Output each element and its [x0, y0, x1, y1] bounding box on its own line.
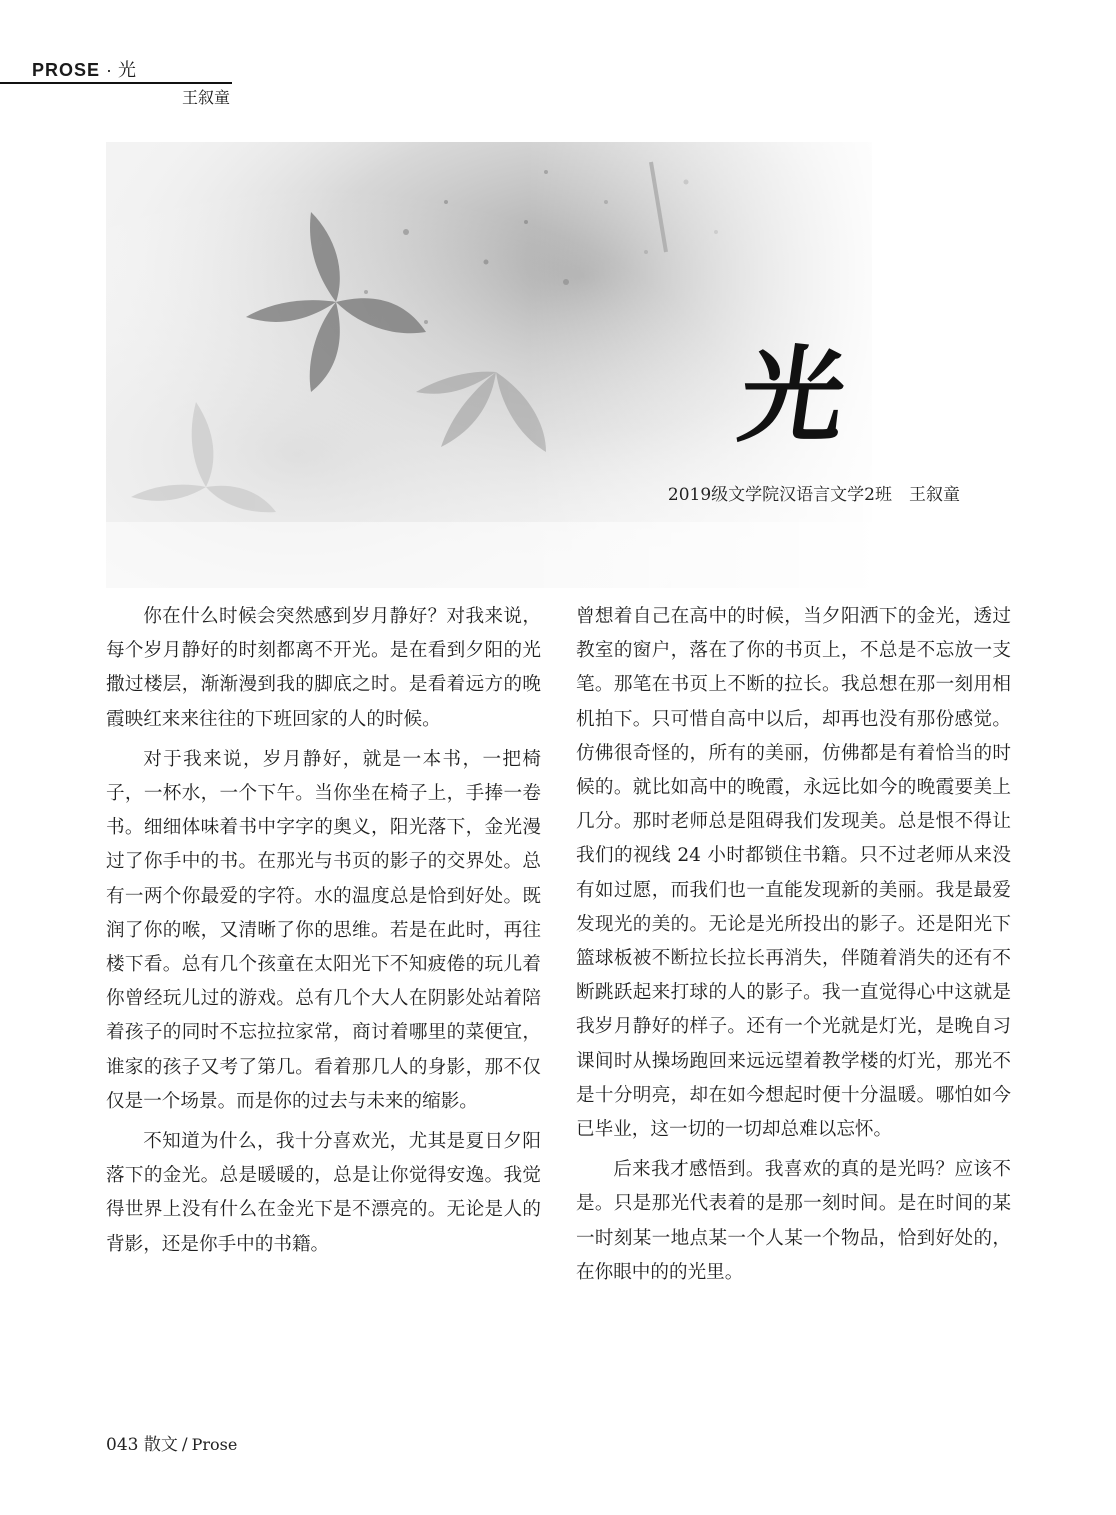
header-author: 王叙童	[181, 88, 230, 107]
magazine-name-cn: 散文	[143, 1435, 178, 1455]
header-dot: ·	[106, 60, 113, 80]
paragraph: 对于我来说，岁月静好，就是一本书，一把椅子，一杯水，一个下午。当你坐在椅子上，手捧一卷书。细细体味着书中字字的奥义，阳光落下，金光漫过了你手中的书。在那光与书页的影子的交界处。总有一两个你最爱的字符。水的温度总是恰到好处。既润了你的喉，又清晰了你的思维。若是在此时，再往楼下看。总有几个孩童在太阳光下不知疲倦的玩儿着你曾经玩儿过的游戏。总有几个大人在阴影处站着陪着孩子的同时不忘拉拉家常，商讨着哪里的菜便宜，谁家的孩子又考了第几。看着那几人的身影，那不仅仅是一个场景。而是你的过去与未来的缩影。	[106, 748, 541, 1112]
text-column-left	[106, 600, 541, 1268]
paragraph: 不知道为什么，我十分喜欢光，尤其是夏日夕阳落下的金光。总是暖暖的，总是让你觉得安逸。我觉得世界上没有什么在金光下是不漂亮的。无论是人的背影，还是你手中的书籍。	[106, 1131, 541, 1255]
section-label: PROSE	[32, 60, 101, 80]
magazine-name-en: Prose	[191, 1435, 238, 1454]
page-footer	[106, 1432, 237, 1458]
paragraph: 你在什么时候会突然感到岁月静好？对我来说，每个岁月静好的时刻都离不开光。是在看到夕阳的光撒过楼层，渐渐漫到我的脚底之时。是看着远方的晚霞映红来来往往的下班回家的人的时候。	[106, 606, 541, 730]
article-byline: 2019级文学院汉语言文学2班 王叙童	[667, 485, 960, 505]
page-number: 043	[106, 1435, 139, 1455]
text-column-right	[576, 600, 1011, 1296]
header-article-title: 光	[118, 60, 137, 80]
running-header	[0, 58, 232, 110]
header-title-line	[0, 58, 232, 82]
header-rule	[0, 82, 232, 84]
paragraph: 后来我才感悟到。我喜欢的真的是光吗？应该不是。只是那光代表着的是那一刻时间。是在时间的某一时刻某一地点某一个人某一个物品，恰到好处的，在你眼中的的光里。	[576, 1159, 1011, 1283]
article-title: 光	[732, 334, 854, 457]
footer-slash: /	[181, 1435, 188, 1455]
paragraph-continued: 曾想着自己在高中的时候，当夕阳洒下的金光，透过教室的窗户，落在了你的书页上，不总是不忘放一支笔。那笔在书页上不断的拉长。我总想在那一刻用相机拍下。只可惜自高中以后，却再也没有那份感觉。仿佛很奇怪的，所有的美丽，仿佛都是有着恰当的时候的。就比如高中的晚霞，永远比如今的晚霞要美上几分。那时老师总是阻碍我们发现美。总是恨不得让我们的视线 24 小时都锁住书籍。只不过老师从来没有如过愿，而我们也一直能发现新的美丽。我是最爱发现光的美的。无论是光所投出的影子。还是阳光下篮球板被不断拉长拉长再消失，伴随着消失的还有不断跳跃起来打球的人的影子。我一直觉得心中这就是我岁月静好的样子。还有一个光就是灯光，是晚自习课间时从操场跑回来远远望着教学楼的灯光，那光不是十分明亮，却在如今想起时便十分温暖。哪怕如今已毕业，这一切的一切却总难以忘怀。	[576, 606, 1011, 1141]
